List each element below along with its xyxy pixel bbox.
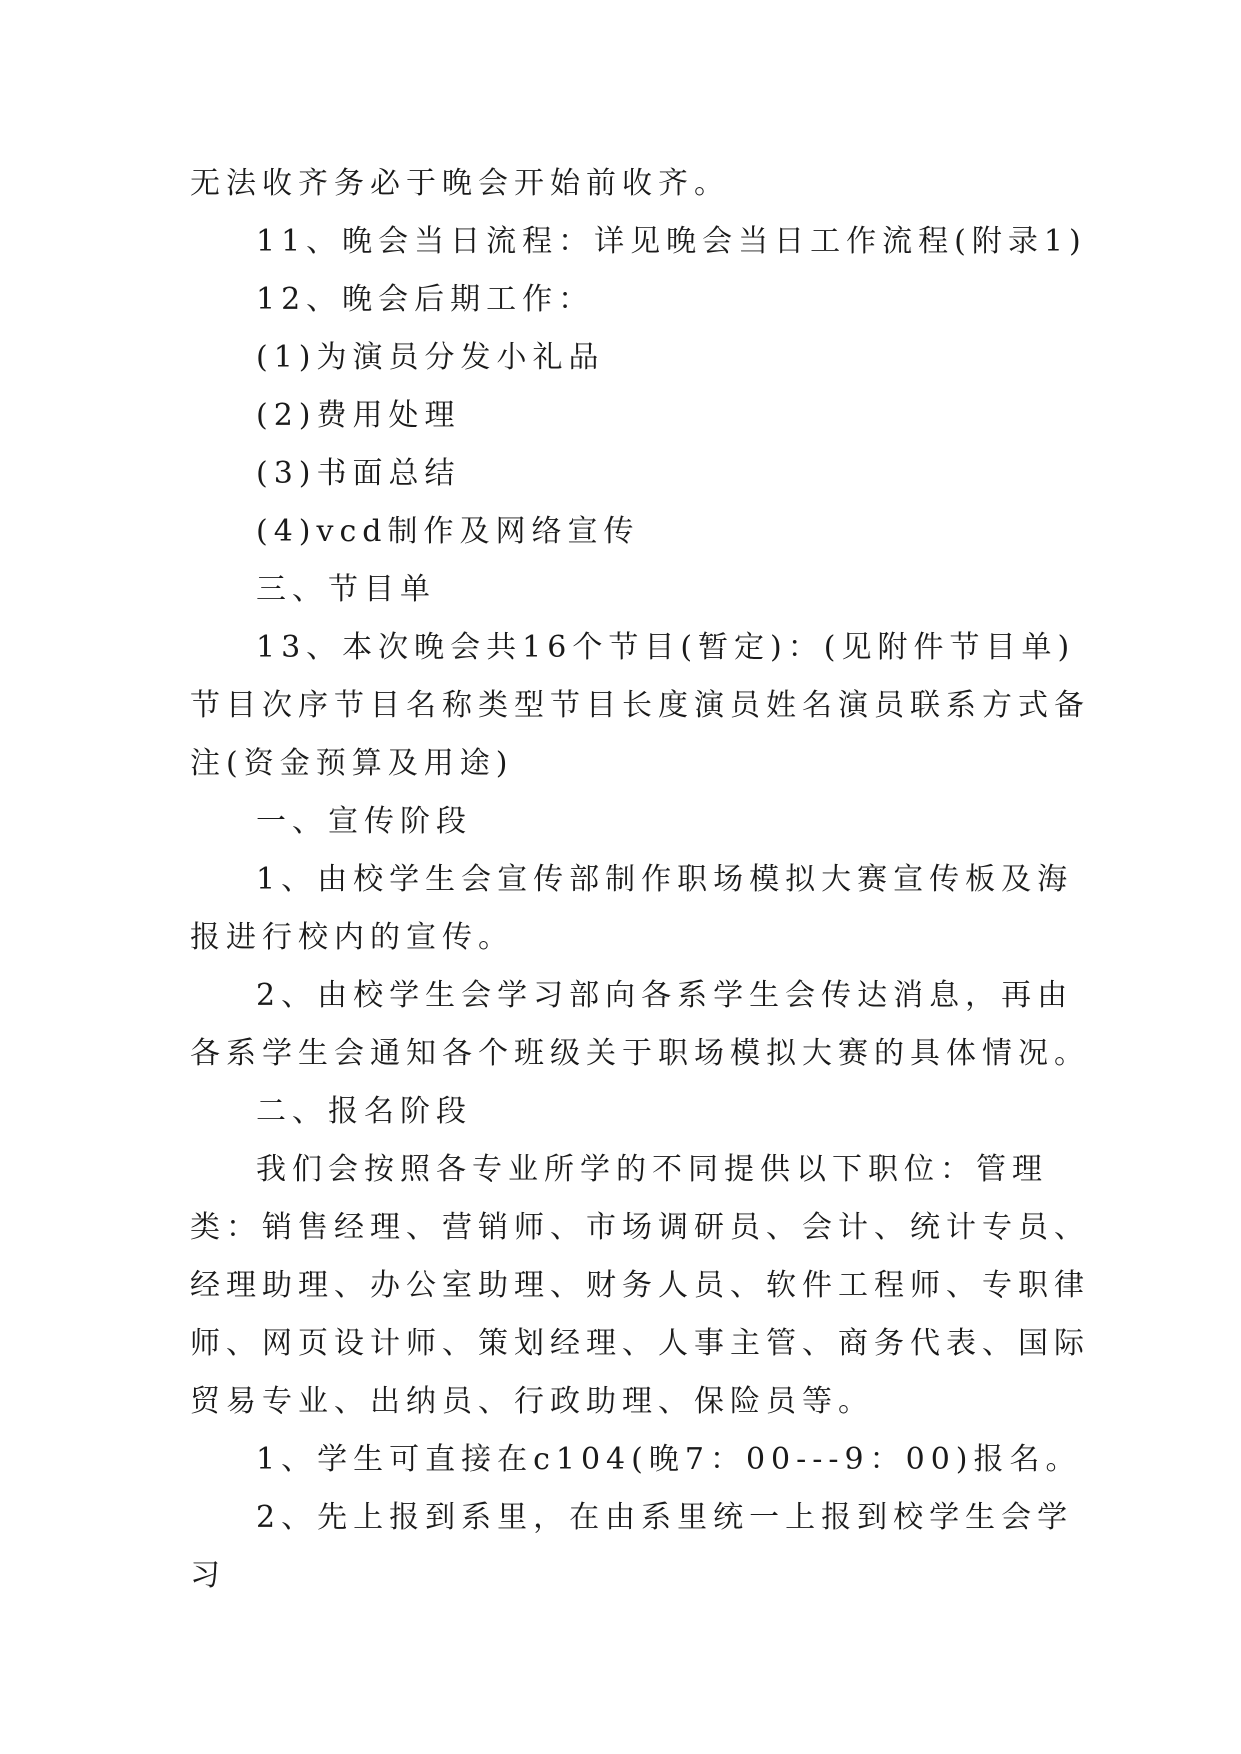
section-heading-promotion: 一、宣传阶段 xyxy=(256,804,472,839)
paragraph-subitem-4: (4)vcd制作及网络宣传 xyxy=(256,514,640,549)
paragraph-item-11: 11、晚会当日流程：详见晚会当日工作流程(附录1) xyxy=(256,224,1087,259)
paragraph-promotion-1: 1、由校学生会宣传部制作职场模拟大赛宣传板及海报进行校内的宣传。 xyxy=(190,862,1074,955)
paragraph-continuation: 无法收齐务必于晚会开始前收齐。 xyxy=(190,166,730,201)
document-body xyxy=(190,155,1090,1605)
paragraph-subitem-1: (1)为演员分发小礼品 xyxy=(256,340,605,375)
paragraph-subitem-2: (2)费用处理 xyxy=(256,398,461,433)
paragraph-subitem-3: (3)书面总结 xyxy=(256,456,461,491)
section-heading-program-list: 三、节目单 xyxy=(256,572,436,607)
paragraph-item-13: 13、本次晚会共16个节目(暂定)：(见附件节目单)节目次序节目名称类型节目长度演员姓名演员联系方式备注(资金预算及用途) xyxy=(190,630,1090,781)
paragraph-positions: 我们会按照各专业所学的不同提供以下职位：管理类：销售经理、营销师、市场调研员、会计、统计专员、经理助理、办公室助理、财务人员、软件工程师、专职律师、网页设计师、策划经理、人事主管、商务代表、国际贸易专业、出纳员、行政助理、保险员等。 xyxy=(190,1152,1090,1419)
section-heading-registration: 二、报名阶段 xyxy=(256,1094,472,1129)
paragraph-promotion-2: 2、由校学生会学习部向各系学生会传达消息，再由各系学生会通知各个班级关于职场模拟大赛的具体情况。 xyxy=(190,978,1090,1071)
paragraph-registration-1: 1、学生可直接在c104(晚7：00---9：00)报名。 xyxy=(256,1442,1082,1477)
paragraph-registration-2: 2、先上报到系里，在由系里统一上报到校学生会学习 xyxy=(190,1500,1074,1593)
paragraph-item-12: 12、晚会后期工作： xyxy=(256,282,595,317)
